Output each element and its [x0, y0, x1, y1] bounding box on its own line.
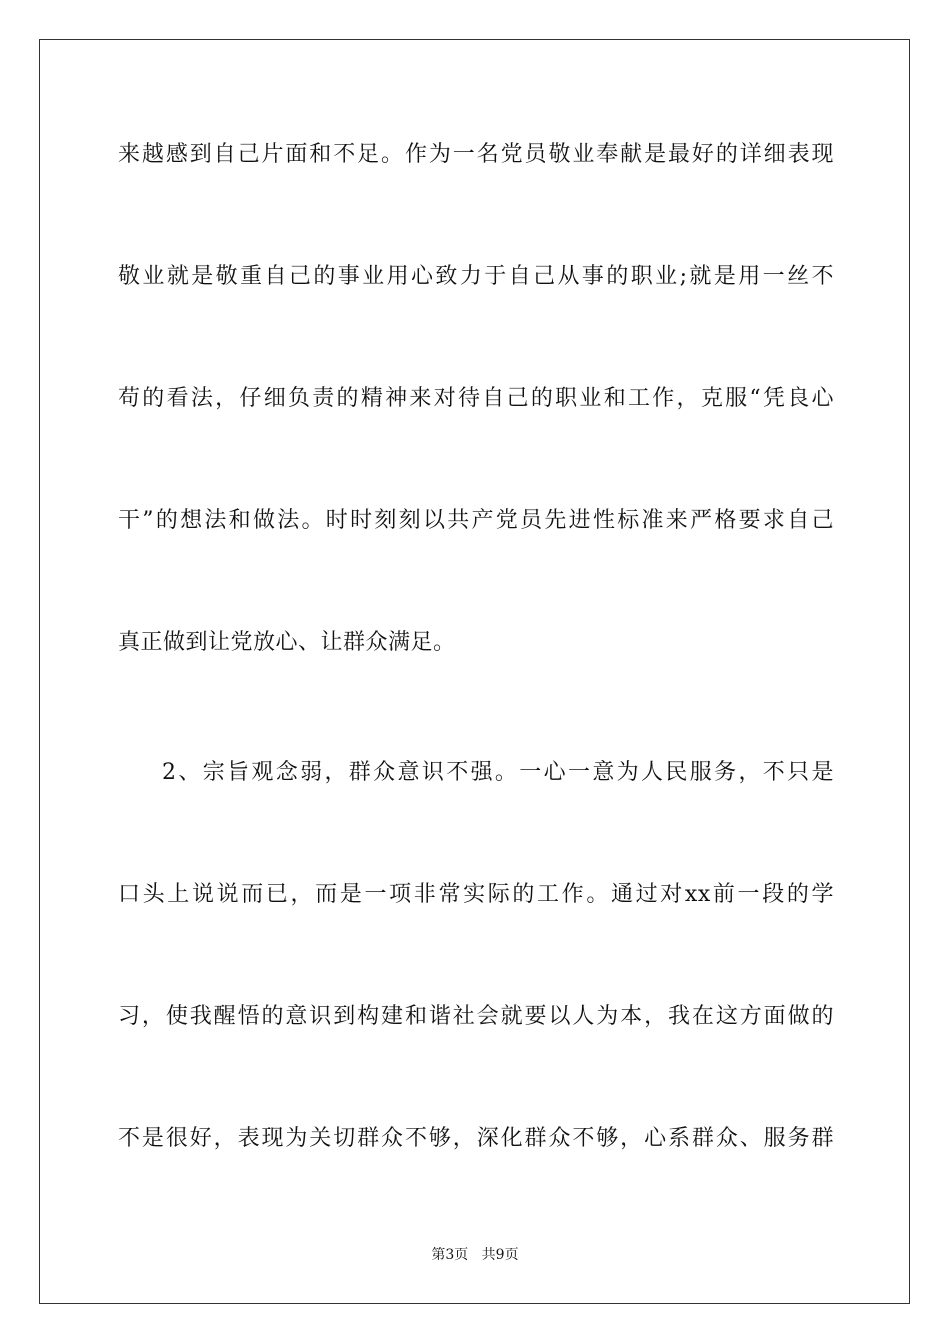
page-total: 共9页: [481, 1247, 519, 1263]
text-line-3: 苟的看法，仔细负责的精神来对待自己的职业和工作，克服“凭良心: [118, 386, 834, 411]
text-line-5: 真正做到让党放心、让群众满足。: [118, 630, 456, 655]
page-border: [39, 39, 910, 1304]
page-footer: [0, 1246, 950, 1264]
text-line-9: 不是很好，表现为关切群众不够，深化群众不够，心系群众、服务群: [118, 1126, 834, 1151]
text-line-1: 来越感到自己片面和不足。作为一名党员敬业奉献是最好的详细表现: [118, 142, 834, 167]
text-line-2: 敬业就是敬重自己的事业用心致力于自己从事的职业;就是用一丝不: [118, 264, 834, 289]
page-number: 第3页: [431, 1247, 469, 1263]
text-line-8: 习，使我醒悟的意识到构建和谐社会就要以人为本，我在这方面做的: [118, 1004, 834, 1029]
text-line-6: 2、宗旨观念弱，群众意识不强。一心一意为人民服务，不只是: [162, 760, 834, 785]
text-line-7: 口头上说说而已，而是一项非常实际的工作。通过对xx前一段的学: [118, 882, 834, 907]
text-line-4: 干”的想法和做法。时时刻刻以共产党员先进性标准来严格要求自己: [118, 508, 834, 533]
